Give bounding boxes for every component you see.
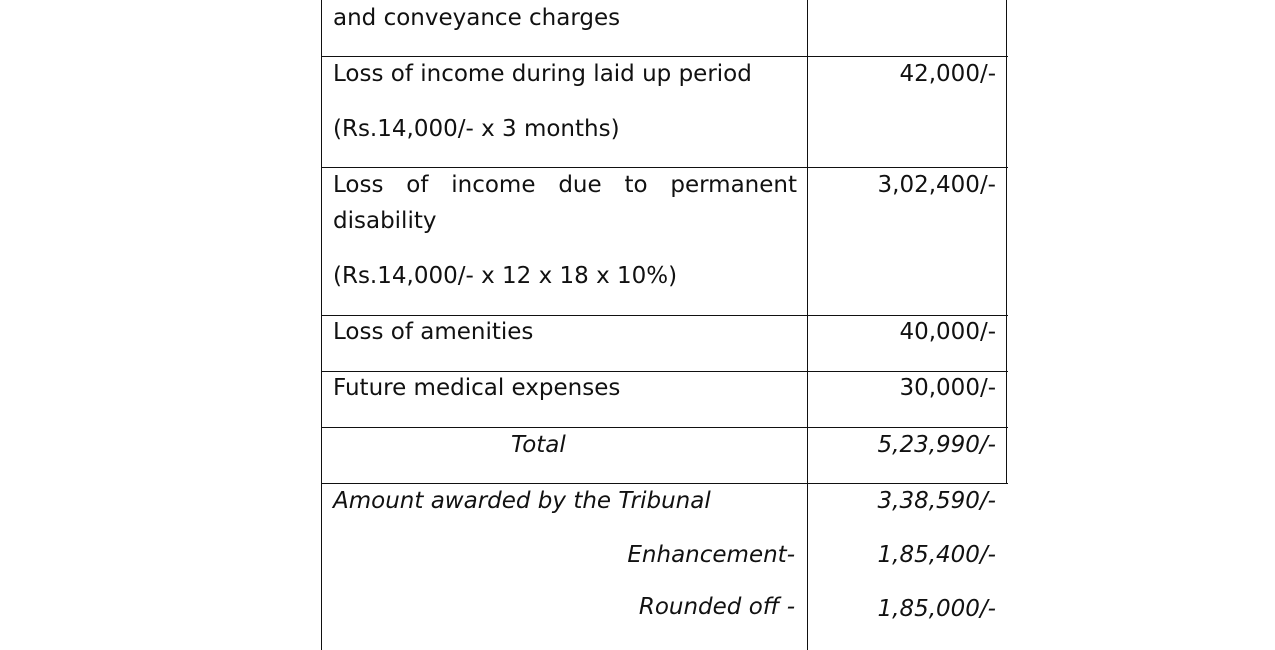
compensation-table xyxy=(321,0,1008,650)
row-divider xyxy=(321,167,1008,168)
table-column-divider xyxy=(807,0,808,650)
row-enhancement-amount: 1,85,400/- xyxy=(877,542,996,568)
word: of xyxy=(406,172,429,198)
row-laid-up-calculation: (Rs.14,000/- x 3 months) xyxy=(333,116,620,142)
row-divider xyxy=(321,483,1008,484)
row-awarded-label: Amount awarded by the Tribunal xyxy=(333,488,711,514)
row-rounded-off-amount: 1,85,000/- xyxy=(877,596,996,622)
row-medical-description: Future medical expenses xyxy=(333,375,621,401)
row-divider xyxy=(321,56,1008,57)
word: permanent xyxy=(670,172,797,198)
row-divider xyxy=(321,315,1008,316)
row-disability-description-line2: disability xyxy=(333,208,437,234)
word: due xyxy=(558,172,602,198)
table-left-border xyxy=(321,0,322,650)
word: Loss xyxy=(333,172,384,198)
row-disability-description-line1 xyxy=(333,171,797,199)
row-medical-amount: 30,000/- xyxy=(899,375,996,401)
row-awarded-amount: 3,38,590/- xyxy=(877,488,996,514)
row-laid-up-amount: 42,000/- xyxy=(899,61,996,87)
row-disability-calculation: (Rs.14,000/- x 12 x 18 x 10%) xyxy=(333,263,678,289)
row-laid-up-description: Loss of income during laid up period xyxy=(333,61,752,87)
row-divider xyxy=(321,427,1008,428)
row-rounded-off-label: Rounded off - xyxy=(638,594,795,620)
word: to xyxy=(624,172,648,198)
row-conveyance-description: and conveyance charges xyxy=(333,5,621,31)
row-enhancement-label: Enhancement- xyxy=(627,542,795,568)
table-right-border xyxy=(1006,0,1007,484)
row-total-label: Total xyxy=(511,432,566,458)
row-disability-amount: 3,02,400/- xyxy=(877,172,996,198)
row-amenities-description: Loss of amenities xyxy=(333,319,534,345)
row-divider xyxy=(321,371,1008,372)
row-amenities-amount: 40,000/- xyxy=(899,319,996,345)
word: income xyxy=(451,172,536,198)
row-total-amount: 5,23,990/- xyxy=(877,432,996,458)
